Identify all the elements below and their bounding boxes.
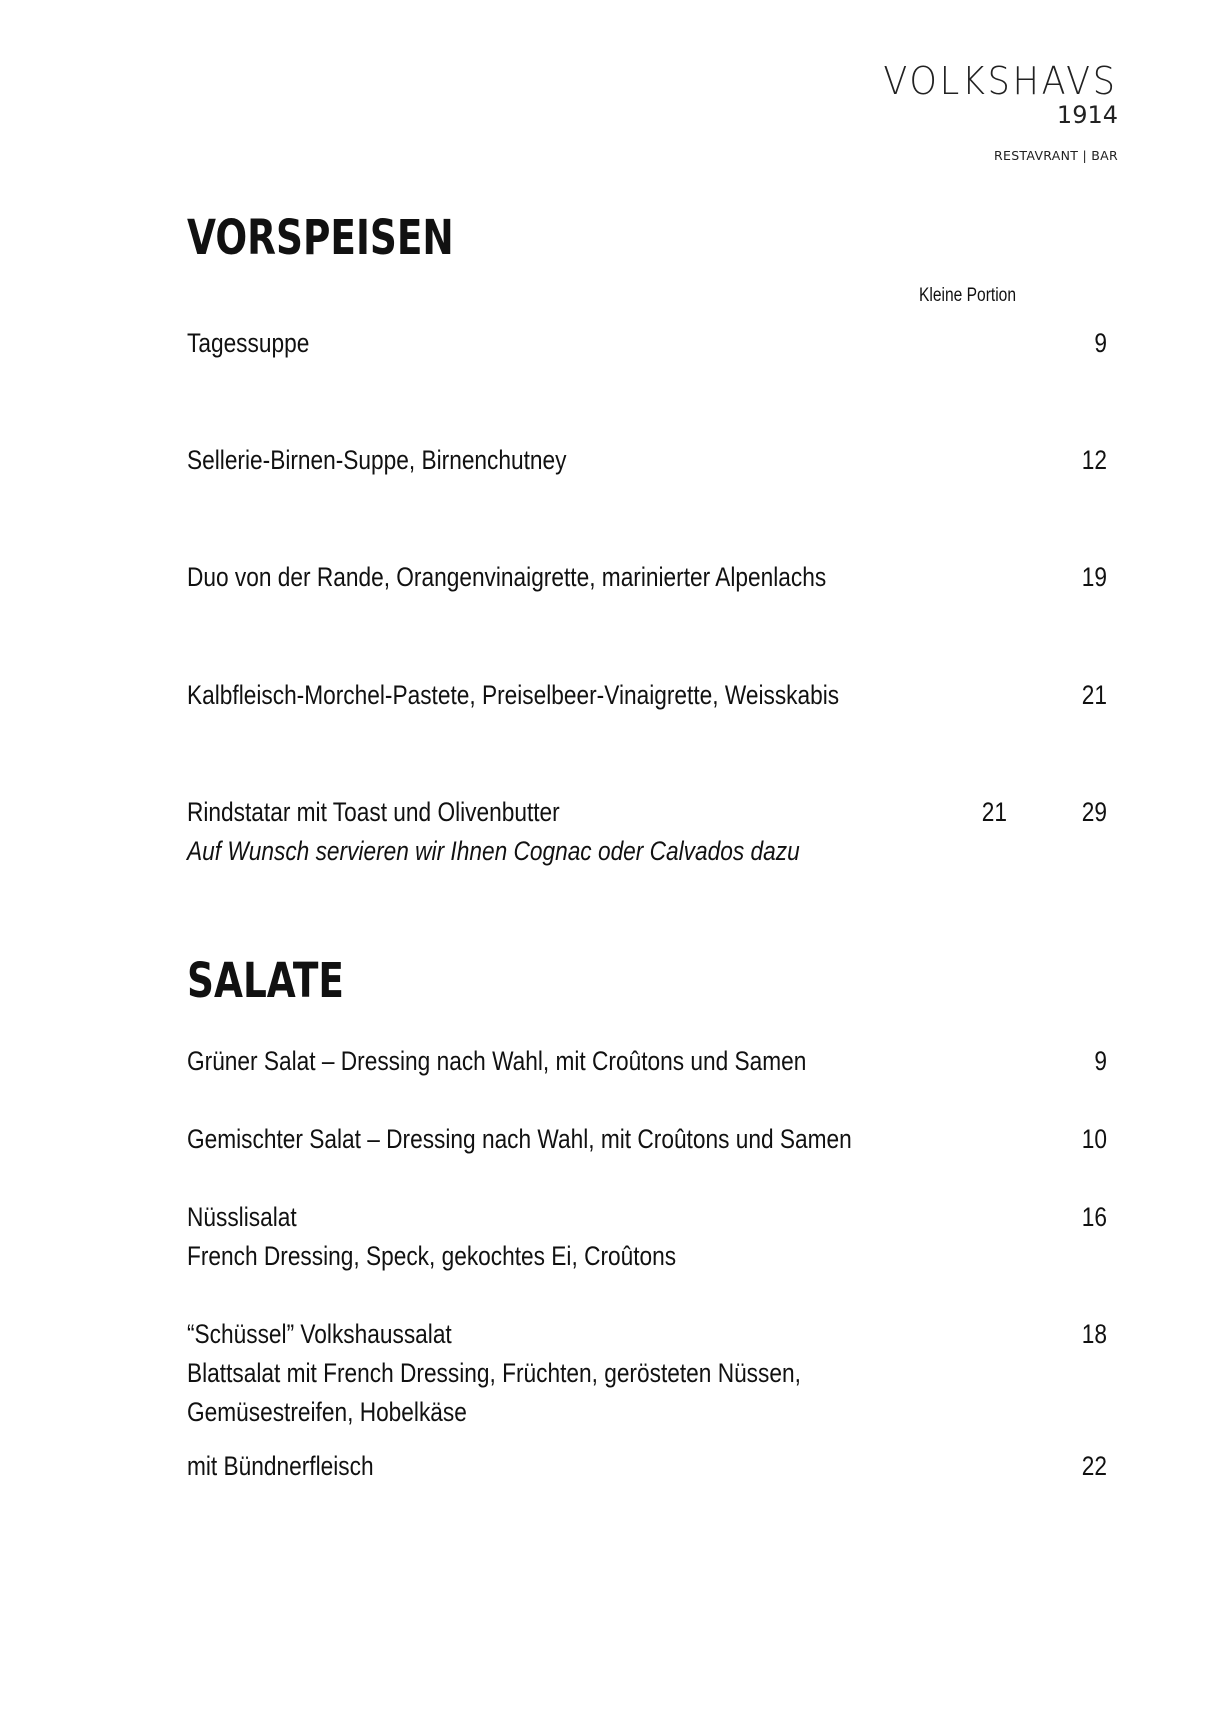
menu-item [187,1315,1107,1432]
item-name: Rindstatar mit Toast und Olivenbutter [187,797,560,827]
item-description: French Dressing, Speck, gekochtes Ei, Croûtons [187,1241,677,1271]
menu-item [187,1042,1107,1081]
column-header-small-portion: Kleine Portion [919,285,1017,306]
item-price-small: 21 [981,797,1007,827]
menu-item [187,558,1107,597]
item-price: 10 [1081,1124,1107,1154]
item-price: 9 [1094,328,1107,358]
item-name: Tagessuppe [187,328,310,358]
item-name: Sellerie-Birnen-Suppe, Birnenchutney [187,445,567,475]
item-price: 18 [1081,1319,1107,1349]
item-name: Grüner Salat – Dressing nach Wahl, mit Croûtons und Samen [187,1046,807,1076]
logo-subtitle: RESTAVRANT | BAR [994,148,1118,163]
menu-item [187,324,1107,363]
item-name: Gemischter Salat – Dressing nach Wahl, mit Croûtons und Samen [187,1124,852,1154]
menu-item [187,1447,1107,1486]
section-title-salate: SALATE [187,953,344,1009]
menu-item [187,1120,1107,1159]
section-title-vorspeisen: VORSPEISEN [187,210,454,266]
logo-name: VOLKSHAVS [883,59,1118,103]
menu-item [187,441,1107,480]
item-name: mit Bündnerfleisch [187,1451,374,1481]
item-price: 9 [1094,1046,1107,1076]
logo-year: 1914 [1056,101,1118,129]
item-name: Kalbfleisch-Morchel-Pastete, Preiselbeer-Vinaigrette, Weisskabis [187,680,840,710]
item-note: Auf Wunsch servieren wir Ihnen Cognac oder Calvados dazu [187,836,800,866]
item-name: Duo von der Rande, Orangenvinaigrette, marinierter Alpenlachs [187,562,827,592]
item-price: 12 [1081,445,1107,475]
item-price: 19 [1081,562,1107,592]
item-price: 22 [1081,1451,1107,1481]
item-name: Nüsslisalat [187,1202,297,1232]
item-price: 16 [1081,1202,1107,1232]
menu-item [187,1198,1107,1276]
item-price: 21 [1081,680,1107,710]
item-description: Gemüsestreifen, Hobelkäse [187,1397,467,1427]
menu-item [187,793,1107,871]
item-description: Blattsalat mit French Dressing, Früchten, gerösteten Nüssen, [187,1358,801,1388]
item-name: “Schüssel” Volkshaussalat [187,1319,452,1349]
item-price: 29 [1081,797,1107,827]
restaurant-logo [863,58,1118,163]
menu-item [187,676,1107,715]
